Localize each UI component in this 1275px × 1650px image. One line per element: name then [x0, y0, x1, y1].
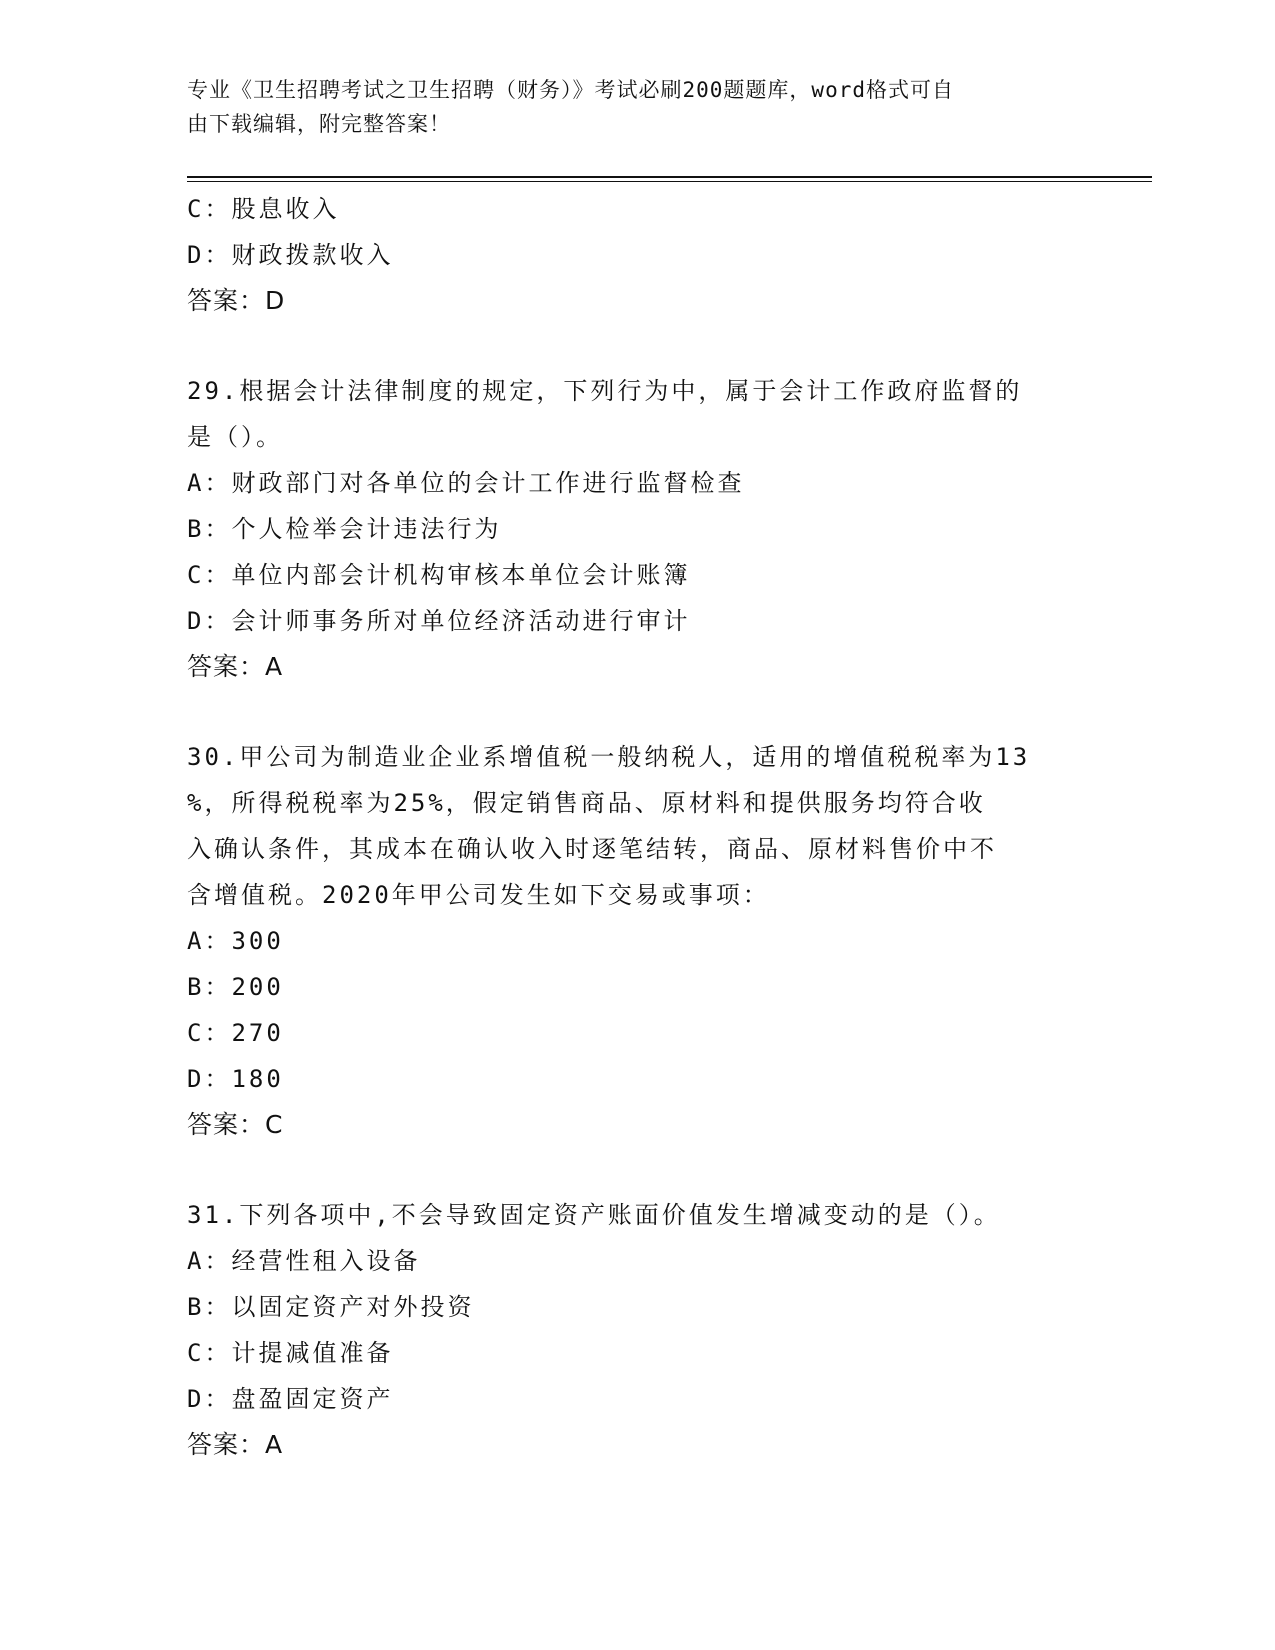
question-block: [187, 368, 1087, 690]
question-text: 29.根据会计法律制度的规定，下列行为中，属于会计工作政府监督的: [187, 377, 1023, 405]
answer-option: A：财政部门对各单位的会计工作进行监督检查: [187, 469, 745, 497]
answer-option: C：270: [187, 1019, 284, 1047]
answer-option: B：个人检举会计违法行为: [187, 515, 502, 543]
block-spacer: [187, 1148, 1087, 1192]
header-divider: [187, 176, 1152, 178]
answer-option: C：计提减值准备: [187, 1339, 394, 1367]
header-divider-thin: [187, 181, 1152, 182]
question-text: 31.下列各项中,不会导致固定资产账面价值发生增减变动的是（）。: [187, 1201, 1001, 1229]
question-text: 是（）。: [187, 423, 283, 451]
block-spacer: [187, 690, 1087, 734]
answer-key: 答案：A: [187, 652, 284, 681]
question-text: 含增值税。2020年甲公司发生如下交易或事项：: [187, 881, 770, 909]
question-text: 入确认条件，其成本在确认收入时逐笔结转，商品、原材料售价中不: [187, 835, 997, 863]
answer-key: 答案：A: [187, 1430, 284, 1459]
question-block: [187, 1192, 1087, 1468]
document-header: [187, 73, 1067, 141]
question-block: [187, 186, 1087, 324]
answer-key: 答案：D: [187, 286, 286, 315]
block-spacer: [187, 324, 1087, 368]
answer-option: B：200: [187, 973, 284, 1001]
answer-option: D：财政拨款收入: [187, 241, 394, 269]
answer-option: D：180: [187, 1065, 284, 1093]
question-list: [187, 186, 1087, 1468]
answer-option: A：经营性租入设备: [187, 1247, 421, 1275]
question-block: [187, 734, 1087, 1148]
answer-option: D：盘盈固定资产: [187, 1385, 394, 1413]
question-text: %，所得税税率为25%，假定销售商品、原材料和提供服务均符合收: [187, 789, 986, 817]
answer-option: A：300: [187, 927, 284, 955]
answer-key: 答案：C: [187, 1110, 284, 1139]
answer-option: D：会计师事务所对单位经济活动进行审计: [187, 607, 691, 635]
header-line: 由下载编辑，附完整答案！: [187, 112, 451, 136]
header-line: 专业《卫生招聘考试之卫生招聘（财务）》考试必刷200题题库，word格式可自: [187, 78, 954, 102]
question-text: 30.甲公司为制造业企业系增值税一般纳税人，适用的增值税税率为13: [187, 743, 1031, 771]
answer-option: C：股息收入: [187, 195, 340, 223]
answer-option: B：以固定资产对外投资: [187, 1293, 475, 1321]
answer-option: C：单位内部会计机构审核本单位会计账簿: [187, 561, 691, 589]
